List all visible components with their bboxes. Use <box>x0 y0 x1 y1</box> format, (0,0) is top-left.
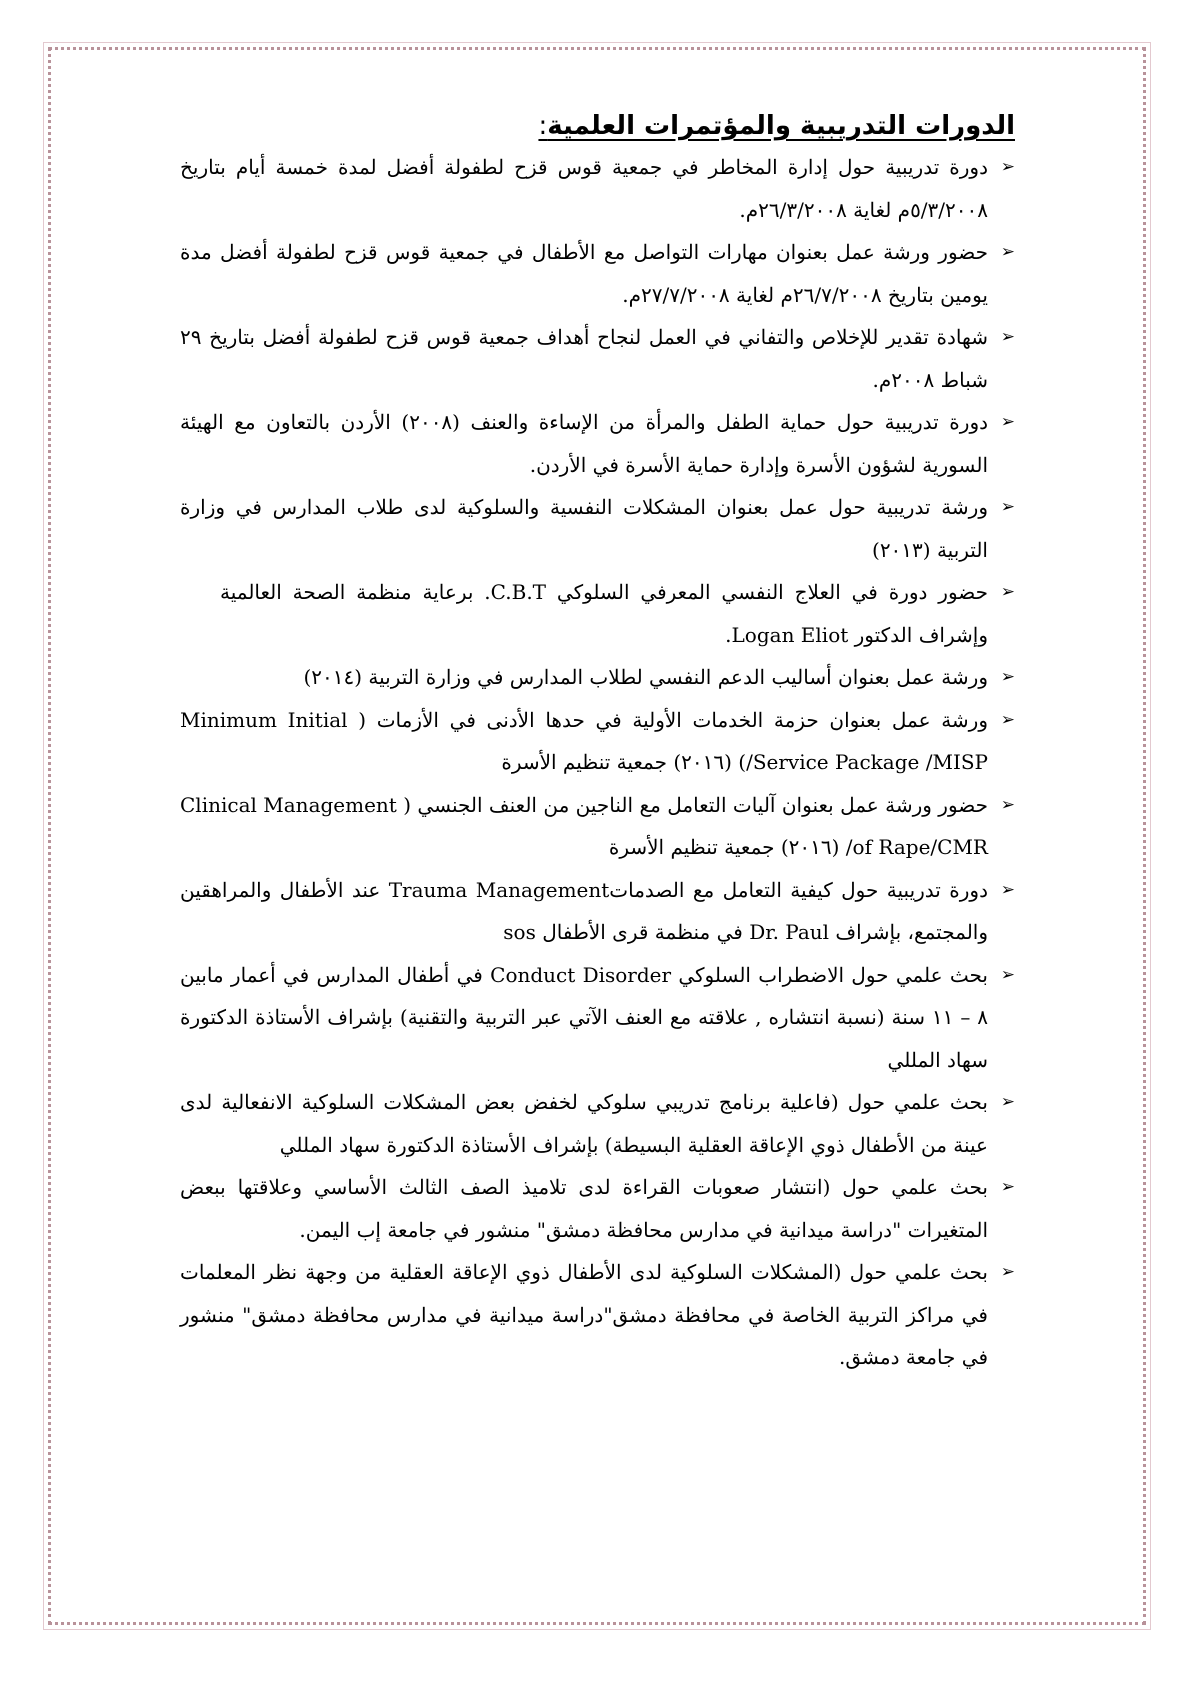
arrow-bullet-icon: ➢ <box>1000 582 1015 602</box>
list-item <box>180 231 1015 316</box>
list-item-text: بحث علمي حول (فاعلية برنامج تدريبي سلوكي لخفض بعض المشكلات السلوكية الانفعالية لدى عينة من الأطفال ذوي الإعاقة العقلية البسيطة) بإشراف الأستاذة الدكتورة سهاد المللي <box>180 1090 988 1157</box>
arrow-bullet-icon: ➢ <box>1000 157 1015 177</box>
section-heading <box>538 108 1015 144</box>
list-item <box>180 316 1015 401</box>
list-item <box>180 486 1015 571</box>
list-item <box>180 869 1015 954</box>
arrow-bullet-icon: ➢ <box>1000 1177 1015 1197</box>
arrow-bullet-icon: ➢ <box>1000 242 1015 262</box>
list-item <box>180 784 1015 869</box>
list-item-text: ورشة عمل بعنوان أساليب الدعم النفسي لطلاب المدارس في وزارة التربية (٢٠١٤) <box>303 665 988 689</box>
arrow-bullet-icon: ➢ <box>1000 1262 1015 1282</box>
list-item <box>180 1081 1015 1166</box>
arrow-bullet-icon: ➢ <box>1000 412 1015 432</box>
arrow-bullet-icon: ➢ <box>1000 964 1015 985</box>
list-item <box>180 146 1015 231</box>
list-item <box>180 401 1015 486</box>
arrow-bullet-icon: ➢ <box>1000 667 1015 687</box>
list-item-text: بحث علمي حول (المشكلات السلوكية لدى الأطفال ذوي الإعاقة العقلية من وجهة نظر المعلمات في مراكز التربية الخاصة في محافظة دمشق"دراسة ميدانية في مدارس محافظة دمشق" منشور في جامعة دمشق. <box>180 1260 988 1369</box>
arrow-bullet-icon: ➢ <box>1000 709 1015 730</box>
list-item-text: حضور ورشة عمل بعنوان آليات التعامل مع الناجين من العنف الجنسي ( Clinical Management of Rape/CMR/ (٢٠١٦) جمعية تنظيم الأسرة <box>180 792 988 859</box>
list-item-text: دورة تدريبية حول كيفية التعامل مع الصدماتTrauma Management عند الأطفال والمراهقين والمجتمع، بإشراف Dr. Paul في منظمة قرى الأطفال sos <box>180 877 988 944</box>
list-item-text: دورة تدريبية حول إدارة المخاطر في جمعية قوس قزح لطفولة أفضل لمدة خمسة أيام بتاريخ ٥/٣/٢٠٠٨م لغاية ٢٦/٣/٢٠٠٨م. <box>180 155 988 222</box>
list-item <box>180 1251 1015 1379</box>
list-item-text: بحث علمي حول (انتشار صعوبات القراءة لدى تلاميذ الصف الثالث الأساسي وعلاقتها ببعض المتغيرات "دراسة ميدانية في مدارس محافظة دمشق" منشور في جامعة إب اليمن. <box>180 1175 988 1242</box>
document-body <box>180 108 1015 1379</box>
arrow-bullet-icon: ➢ <box>1000 497 1015 517</box>
list-item-text: حضور دورة في العلاج النفسي المعرفي السلوكي C.B.T. برعاية منظمة الصحة العالمية وإشراف الدكتور Logan Eliot. <box>220 580 989 647</box>
list-item <box>180 1166 1015 1251</box>
arrow-bullet-icon: ➢ <box>1000 794 1015 815</box>
training-list <box>180 146 1015 1379</box>
section-heading-colon: : <box>538 111 548 141</box>
arrow-bullet-icon: ➢ <box>1000 327 1015 347</box>
list-item <box>180 656 1015 699</box>
arrow-bullet-icon: ➢ <box>1000 879 1015 900</box>
list-item <box>180 699 1015 784</box>
list-item <box>180 954 1015 1082</box>
list-item-text: ورشة تدريبية حول عمل بعنوان المشكلات النفسية والسلوكية لدى طلاب المدارس في وزارة التربية (٢٠١٣) <box>180 495 988 562</box>
list-item <box>220 571 1015 656</box>
list-item-text: شهادة تقدير للإخلاص والتفاني في العمل لنجاح أهداف جمعية قوس قزح لطفولة أفضل بتاريخ ٢٩ شباط ٢٠٠٨م. <box>180 325 988 392</box>
arrow-bullet-icon: ➢ <box>1000 1092 1015 1112</box>
list-item-text: ورشة عمل بعنوان حزمة الخدمات الأولية في حدها الأدنى في الأزمات ( Minimum Initial Service Package /MISP/) (٢٠١٦) جمعية تنظيم الأسرة <box>180 707 988 774</box>
list-item-text: دورة تدريبية حول حماية الطفل والمرأة من الإساءة والعنف (٢٠٠٨) الأردن بالتعاون مع الهيئة السورية لشؤون الأسرة وإدارة حماية الأسرة في الأردن. <box>180 410 989 477</box>
section-heading-text: الدورات التدريبية والمؤتمرات العلمية <box>547 111 1015 141</box>
list-item-text: حضور ورشة عمل بعنوان مهارات التواصل مع الأطفال في جمعية قوس قزح لطفولة أفضل مدة يومين بتاريخ ٢٦/٧/٢٠٠٨م لغاية ٢٧/٧/٢٠٠٨م. <box>180 240 988 307</box>
list-item-text: بحث علمي حول الاضطراب السلوكي Conduct Disorder في أطفال المدارس في أعمار مابين ٨ – ١١ سنة (نسبة انتشاره , علاقته مع العنف الآتي عبر التربية والتقنية) بإشراف الأستاذة الدكتورة سهاد المللي <box>180 962 988 1072</box>
